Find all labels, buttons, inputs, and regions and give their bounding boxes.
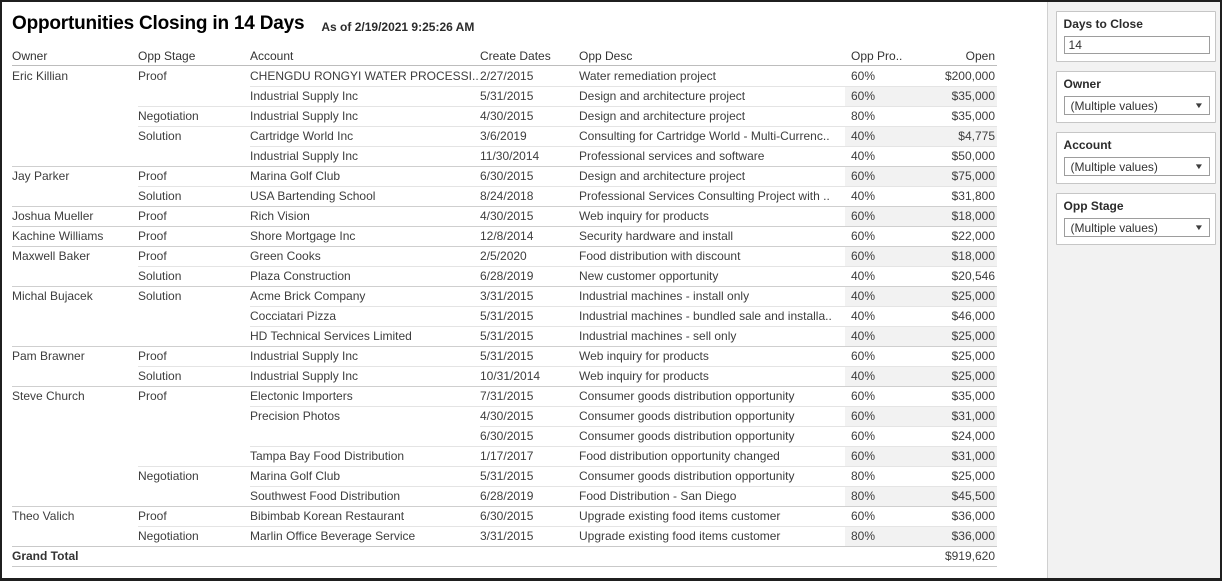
cell-opp-prob[interactable]: 40% <box>845 266 910 286</box>
cell-open[interactable]: $45,500 <box>910 486 997 506</box>
cell-opp-stage[interactable]: Solution <box>138 126 250 146</box>
cell-opp-stage[interactable]: Proof <box>138 206 250 226</box>
cell-open[interactable]: $25,000 <box>910 326 997 346</box>
cell-opp-stage[interactable] <box>138 486 250 506</box>
cell-opp-prob[interactable]: 60% <box>845 166 910 186</box>
cell-account[interactable]: Industrial Supply Inc <box>250 86 480 106</box>
cell-account[interactable]: Marina Golf Club <box>250 166 480 186</box>
cell-account[interactable]: Cartridge World Inc <box>250 126 480 146</box>
cell-create-date[interactable]: 1/17/2017 <box>480 446 579 466</box>
cell-open[interactable]: $25,000 <box>910 366 997 386</box>
grand-total-spacer <box>845 546 910 567</box>
cell-owner[interactable] <box>12 126 138 146</box>
column-header-opp-prob[interactable]: Opp Pro.. <box>845 48 910 66</box>
cell-opp-desc[interactable]: Web inquiry for products <box>579 206 845 226</box>
owner-filter-dropdown[interactable] <box>1064 96 1210 115</box>
cell-opp-prob[interactable]: 60% <box>845 86 910 106</box>
opportunity-table <box>12 48 1007 567</box>
cell-open[interactable]: $200,000 <box>944 69 995 83</box>
cell-account[interactable]: Cocciatari Pizza <box>250 306 480 326</box>
cell-owner[interactable]: Steve Church <box>12 386 138 406</box>
cell-create-date[interactable]: 4/30/2015 <box>480 206 579 226</box>
account-filter-dropdown[interactable] <box>1064 157 1210 176</box>
cell-owner[interactable] <box>12 406 138 426</box>
title-row <box>2 2 1047 48</box>
cell-open[interactable]: $35,000 <box>910 386 997 406</box>
cell-create-date[interactable]: 5/31/2015 <box>480 306 579 326</box>
cell-opp-stage[interactable] <box>138 426 250 446</box>
filter-card-account <box>1056 132 1216 184</box>
grand-total-spacer <box>250 546 480 567</box>
cell-account[interactable]: HD Technical Services Limited <box>250 326 480 346</box>
cell-create-date[interactable]: 7/31/2015 <box>480 386 579 406</box>
cell-opp-stage[interactable]: Proof <box>138 386 250 406</box>
cell-opp-prob[interactable]: 60% <box>845 386 910 406</box>
cell-owner[interactable] <box>12 366 138 386</box>
cell-account[interactable]: Marlin Office Beverage Service <box>250 526 480 546</box>
cell-opp-stage[interactable]: Solution <box>138 186 250 206</box>
cell-opp-desc[interactable]: Consumer goods distribution opportunity <box>579 406 845 426</box>
cell-owner[interactable] <box>12 446 138 466</box>
cell-opp-prob[interactable]: 40% <box>845 186 910 206</box>
cell-opp-desc[interactable]: Consumer goods distribution opportunity <box>579 426 845 446</box>
cell-owner[interactable]: Kachine Williams <box>12 226 138 246</box>
cell-open[interactable]: $36,000 <box>910 506 997 526</box>
cell-opp-stage[interactable]: Proof <box>138 346 250 366</box>
cell-opp-prob[interactable]: 60% <box>845 426 910 446</box>
cell-create-date[interactable]: 4/30/2015 <box>480 406 579 426</box>
grand-total-spacer <box>138 546 250 567</box>
cell-account[interactable]: Industrial Supply Inc <box>250 146 480 166</box>
cell-create-date[interactable]: 3/6/2019 <box>480 126 579 146</box>
cell-owner[interactable] <box>12 486 138 506</box>
cell-open[interactable]: $25,000 <box>910 286 997 306</box>
cell-opp-stage[interactable]: Proof <box>138 166 250 186</box>
cell-account[interactable]: Industrial Supply Inc <box>250 106 480 126</box>
cell-create-date[interactable]: 6/28/2019 <box>480 266 579 286</box>
cell-opp-stage[interactable]: Negotiation <box>138 526 250 546</box>
cell-opp-stage[interactable] <box>138 406 250 426</box>
cell-open[interactable]: $20,546 <box>910 266 997 286</box>
cell-opp-prob[interactable]: 40% <box>845 326 910 346</box>
cell-account[interactable]: Rich Vision <box>250 206 480 226</box>
column-header-create-date[interactable]: Create Dates <box>480 48 579 66</box>
cell-account[interactable]: Precision Photos <box>250 406 480 426</box>
cell-open[interactable]: $24,000 <box>910 426 997 446</box>
cell-create-date[interactable]: 6/28/2019 <box>480 486 579 506</box>
cell-opp-stage[interactable]: Proof <box>138 226 250 246</box>
cell-opp-stage[interactable]: Solution <box>138 286 250 306</box>
cell-opp-stage[interactable] <box>138 86 250 106</box>
cell-opp-prob[interactable]: 40% <box>845 286 910 306</box>
cell-opp-desc[interactable]: Industrial machines - bundled sale and installa.. <box>579 306 845 326</box>
worksheet-area <box>2 2 1047 578</box>
cell-open[interactable]: $18,000 <box>910 246 997 266</box>
grand-total-open[interactable]: $919,620 <box>910 546 997 567</box>
cell-opp-desc[interactable]: New customer opportunity <box>579 266 845 286</box>
cell-open[interactable]: $31,800 <box>910 186 997 206</box>
cell-opp-stage[interactable] <box>138 146 250 166</box>
dropdown-caret-icon: ▼ <box>1193 101 1204 110</box>
cell-opp-prob[interactable]: 60% <box>845 226 910 246</box>
cell-owner[interactable] <box>12 326 138 346</box>
cell-opp-stage[interactable]: Solution <box>138 366 250 386</box>
cell-opp-stage[interactable] <box>138 306 250 326</box>
cell-opp-desc[interactable]: Professional Services Consulting Project with .. <box>579 186 845 206</box>
cell-opp-desc[interactable]: Web inquiry for products <box>579 346 845 366</box>
cell-owner[interactable] <box>12 86 138 106</box>
cell-open[interactable]: $25,000 <box>910 346 997 366</box>
cell-open[interactable]: $22,000 <box>910 226 997 246</box>
days-to-close-label: Days to Close <box>1063 17 1143 31</box>
column-header-opp-stage[interactable]: Opp Stage <box>138 48 250 66</box>
cell-owner[interactable]: Maxwell Baker <box>12 246 138 266</box>
cell-owner[interactable] <box>12 426 138 446</box>
cell-owner[interactable] <box>12 526 138 546</box>
cell-owner[interactable]: Michal Bujacek <box>12 286 138 306</box>
cell-opp-prob[interactable]: 80% <box>845 106 910 126</box>
cell-opp-prob[interactable]: 40% <box>845 366 910 386</box>
cell-create-date[interactable]: 5/31/2015 <box>480 86 579 106</box>
cell-create-date[interactable]: 3/31/2015 <box>480 526 579 546</box>
cell-open[interactable]: $36,000 <box>910 526 997 546</box>
cell-create-date[interactable]: 11/30/2014 <box>480 146 579 166</box>
cell-owner[interactable] <box>12 306 138 326</box>
cell-opp-prob[interactable]: 60% <box>851 69 876 83</box>
cell-opp-desc[interactable]: Food distribution with discount <box>579 246 845 266</box>
cell-create-date[interactable]: 8/24/2018 <box>480 186 579 206</box>
cell-opp-stage[interactable] <box>138 326 250 346</box>
cell-account[interactable]: USA Bartending School <box>250 186 480 206</box>
cell-account[interactable]: Green Cooks <box>250 246 480 266</box>
cell-owner[interactable]: Eric Killian <box>12 69 69 83</box>
dropdown-caret-icon: ▼ <box>1193 223 1204 232</box>
owner-filter-value: (Multiple values) <box>1070 98 1158 113</box>
days-to-close-input[interactable] <box>1064 36 1210 54</box>
grand-total-label: Grand Total <box>12 546 138 567</box>
cell-create-date[interactable]: 6/30/2015 <box>480 426 579 446</box>
cell-create-date[interactable]: 4/30/2015 <box>480 106 579 126</box>
cell-owner[interactable]: Jay Parker <box>12 166 138 186</box>
cell-open[interactable]: $25,000 <box>910 466 997 486</box>
cell-opp-desc[interactable]: Industrial machines - sell only <box>579 326 845 346</box>
cell-opp-prob[interactable]: 60% <box>845 346 910 366</box>
cell-opp-stage[interactable]: Proof <box>138 69 167 83</box>
cell-account[interactable]: Shore Mortgage Inc <box>250 226 480 246</box>
page-title: Opportunities Closing in 14 Days <box>12 13 305 34</box>
owner-filter-label: Owner <box>1063 77 1101 91</box>
opp-stage-filter-label: Opp Stage <box>1063 199 1124 213</box>
cell-opp-stage[interactable]: Negotiation <box>138 466 250 486</box>
cell-opp-desc[interactable]: Web inquiry for products <box>579 366 845 386</box>
cell-open[interactable]: $75,000 <box>910 166 997 186</box>
cell-account[interactable]: Bibimbab Korean Restaurant <box>250 506 480 526</box>
account-filter-value: (Multiple values) <box>1070 159 1158 174</box>
cell-owner[interactable] <box>12 466 138 486</box>
cell-opp-desc[interactable]: Industrial machines - install only <box>579 286 845 306</box>
cell-opp-prob[interactable]: 40% <box>845 126 910 146</box>
cell-opp-desc[interactable]: Design and architecture project <box>579 106 845 126</box>
cell-owner[interactable] <box>12 266 138 286</box>
column-header-owner[interactable]: Owner <box>12 48 138 66</box>
cell-opp-prob[interactable]: 60% <box>845 506 910 526</box>
cell-opp-stage[interactable] <box>138 446 250 466</box>
cell-create-date[interactable]: 5/31/2015 <box>480 326 579 346</box>
cell-opp-prob[interactable]: 60% <box>845 206 910 226</box>
cell-opp-desc[interactable]: Water remediation project <box>579 69 716 83</box>
cell-open[interactable]: $18,000 <box>910 206 997 226</box>
cell-opp-desc[interactable]: Consulting for Cartridge World - Multi-Currenc.. <box>579 126 845 146</box>
cell-opp-desc[interactable]: Food Distribution - San Diego <box>579 486 845 506</box>
cell-opp-desc[interactable]: Professional services and software <box>579 146 845 166</box>
cell-create-date[interactable]: 2/5/2020 <box>480 246 579 266</box>
cell-opp-desc[interactable]: Upgrade existing food items customer <box>579 506 845 526</box>
cell-opp-prob[interactable]: 80% <box>845 466 910 486</box>
cell-opp-desc[interactable]: Design and architecture project <box>579 166 845 186</box>
cell-create-date[interactable]: 6/30/2015 <box>480 506 579 526</box>
cell-opp-desc[interactable]: Food distribution opportunity changed <box>579 446 845 466</box>
cell-account[interactable]: Electonic Importers <box>250 386 480 406</box>
as-of-timestamp: As of 2/19/2021 9:25:26 AM <box>321 20 475 34</box>
cell-account[interactable] <box>250 426 480 446</box>
cell-account[interactable]: CHENGDU RONGYI WATER PROCESSI.. <box>250 69 479 83</box>
cell-opp-prob[interactable]: 80% <box>845 486 910 506</box>
filter-panel <box>1047 2 1220 578</box>
cell-account[interactable]: Tampa Bay Food Distribution <box>250 446 480 466</box>
cell-owner[interactable] <box>12 146 138 166</box>
cell-create-date[interactable]: 5/31/2015 <box>480 466 579 486</box>
cell-open[interactable]: $50,000 <box>910 146 997 166</box>
cell-open[interactable]: $4,775 <box>910 126 997 146</box>
cell-open[interactable]: $31,000 <box>910 406 997 426</box>
cell-opp-prob[interactable]: 60% <box>845 246 910 266</box>
grand-total-spacer <box>480 546 579 567</box>
opp-stage-filter-dropdown[interactable] <box>1064 218 1210 237</box>
cell-owner[interactable]: Theo Valich <box>12 506 138 526</box>
cell-opp-stage[interactable]: Proof <box>138 506 250 526</box>
cell-opp-desc[interactable]: Design and architecture project <box>579 86 845 106</box>
cell-account[interactable]: Plaza Construction <box>250 266 480 286</box>
cell-opp-stage[interactable]: Proof <box>138 246 250 266</box>
cell-create-date[interactable]: 12/8/2014 <box>480 226 579 246</box>
cell-account[interactable]: Marina Golf Club <box>250 466 480 486</box>
column-header-open[interactable]: Open <box>910 48 997 66</box>
filter-card-opp-stage <box>1056 193 1216 245</box>
cell-owner[interactable] <box>12 186 138 206</box>
cell-account[interactable]: Acme Brick Company <box>250 286 480 306</box>
cell-open[interactable]: $35,000 <box>910 86 997 106</box>
dropdown-caret-icon: ▼ <box>1193 162 1204 171</box>
cell-create-date[interactable]: 10/31/2014 <box>480 366 579 386</box>
cell-account[interactable]: Industrial Supply Inc <box>250 366 480 386</box>
cell-owner[interactable]: Joshua Mueller <box>12 206 138 226</box>
account-filter-label: Account <box>1063 138 1112 152</box>
cell-opp-desc[interactable]: Upgrade existing food items customer <box>579 526 845 546</box>
cell-create-date[interactable]: 3/31/2015 <box>480 286 579 306</box>
cell-opp-stage[interactable]: Negotiation <box>138 106 250 126</box>
cell-owner[interactable]: Pam Brawner <box>12 346 138 366</box>
cell-owner[interactable] <box>12 106 138 126</box>
cell-opp-prob[interactable]: 60% <box>845 446 910 466</box>
cell-account[interactable]: Southwest Food Distribution <box>250 486 480 506</box>
cell-open[interactable]: $46,000 <box>910 306 997 326</box>
filter-card-days-to-close <box>1056 11 1216 62</box>
cell-opp-prob[interactable]: 40% <box>845 306 910 326</box>
cell-account[interactable]: Industrial Supply Inc <box>250 346 480 366</box>
column-header-opp-desc[interactable]: Opp Desc <box>579 48 845 66</box>
cell-opp-desc[interactable]: Consumer goods distribution opportunity <box>579 386 845 406</box>
cell-create-date[interactable]: 6/30/2015 <box>480 166 579 186</box>
cell-create-date[interactable]: 2/27/2015 <box>480 69 534 83</box>
cell-opp-desc[interactable]: Security hardware and install <box>579 226 845 246</box>
cell-opp-prob[interactable]: 40% <box>845 146 910 166</box>
cell-opp-desc[interactable]: Consumer goods distribution opportunity <box>579 466 845 486</box>
cell-open[interactable]: $31,000 <box>910 446 997 466</box>
cell-create-date[interactable]: 5/31/2015 <box>480 346 579 366</box>
opp-stage-filter-value: (Multiple values) <box>1070 220 1158 235</box>
cell-opp-prob[interactable]: 80% <box>845 526 910 546</box>
column-header-account[interactable]: Account <box>250 48 480 66</box>
cell-open[interactable]: $35,000 <box>910 106 997 126</box>
filter-card-owner <box>1056 71 1216 123</box>
grand-total-spacer <box>579 546 845 567</box>
cell-opp-stage[interactable]: Solution <box>138 266 250 286</box>
cell-opp-prob[interactable]: 60% <box>845 406 910 426</box>
